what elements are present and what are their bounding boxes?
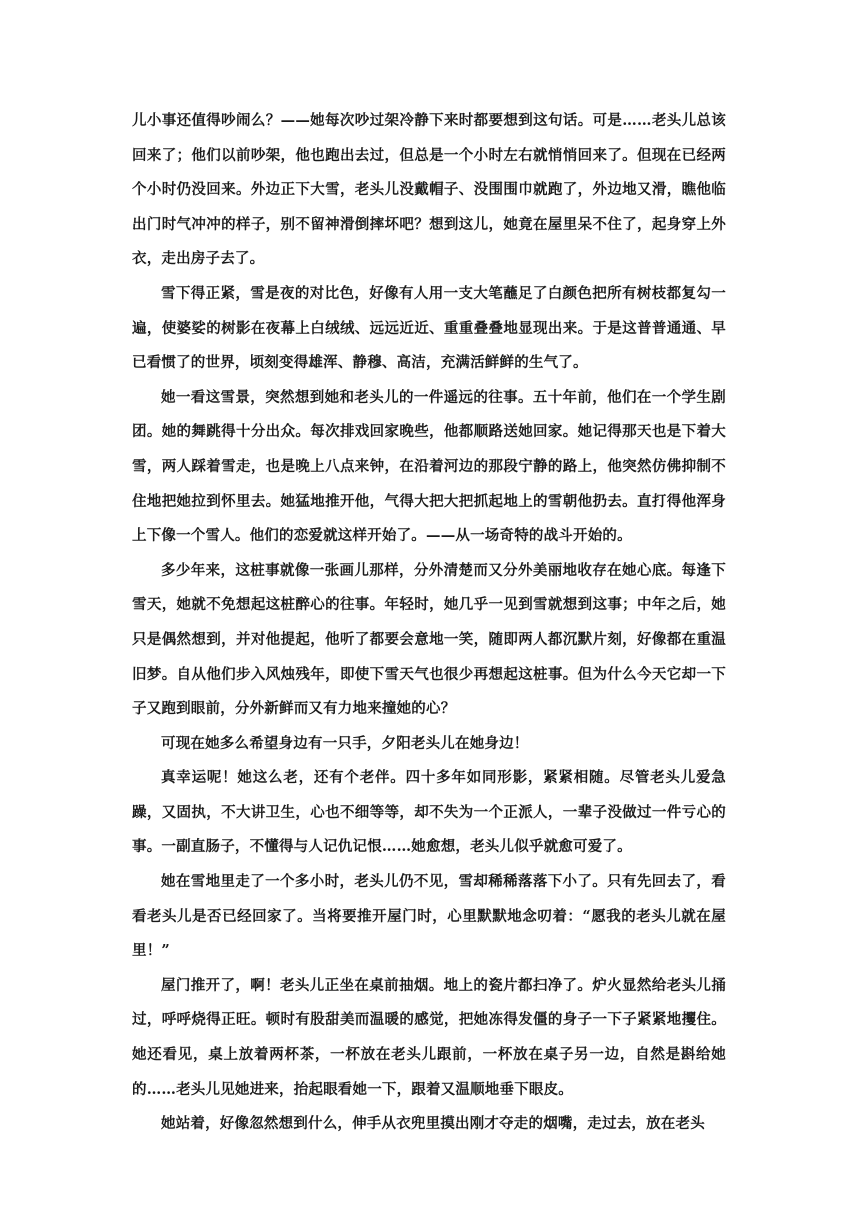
body-text [132,104,726,1142]
paragraph-7: 她在雪地里走了一个多小时，老头儿仍不见，雪却稀稀落落下小了。只有先回去了，看看老头儿是否已经回家了。当将要推开屋门时，心里默默地念叨着：“愿我的老头儿就在屋里！” [132,873,726,960]
paragraph-4: 多少年来，这桩事就像一张画儿那样，分外清楚而又分外美丽地收存在她心底。每逢下雪天，她就不免想起这桩醉心的往事。年轻时，她几乎一见到雪就想到这事；中年之后，她只是偶然想到，并对他提起，他听了都要会意地一笑，随即两人都沉默片刻，好像都在重温旧梦。自从他们步入风烛残年，即使下雪天气也很少再想起这桩事。但为什么今天它却一下子又跑到眼前，分外新鲜而又有力地来撞她的心？ [132,561,726,718]
paragraph-1: 儿小事还值得吵闹么？——她每次吵过架冷静下来时都要想到这句话。可是……老头儿总该回来了；他们以前吵架，他也跑出去过，但总是一个小时左右就悄悄回来了。但现在已经两个小时仍没回来。外边正下大雪，老头儿没戴帽子、没围围巾就跑了，外边地又滑，瞧他临出门时气冲冲的样子，别不留神滑倒摔坏吧？想到这儿，她竟在屋里呆不住了，起身穿上外衣，走出房子去了。 [132,112,726,268]
paragraph-9: 她站着，好像忽然想到什么，伸手从衣兜里摸出刚才夺走的烟嘴，走过去，放在老头 [161,1115,705,1133]
paragraph-8: 屋门推开了，啊！老头儿正坐在桌前抽烟。地上的瓷片都扫净了。炉火显然给老头儿捅过，呼呼烧得正旺。顿时有股甜美而温暖的感觉，把她冻得发僵的身子一下子紧紧地攫住。她还看见，桌上放着两杯茶，一杯放在老头儿跟前，一杯放在桌子另一边，自然是斟给她的……老头儿见她进来，抬起眼看她一下，跟着又温顺地垂下眼皮。 [132,976,726,1098]
paragraph-3: 她一看这雪景，突然想到她和老头儿的一件遥远的往事。五十年前，他们在一个学生剧团。她的舞跳得十分出众。每次排戏回家晚些，他都顺路送她回家。她记得那天也是下着大雪，两人踩着雪走，也是晚上八点来钟，在沿着河边的那段宁静的路上，他突然仿佛抑制不住地把她拉到怀里去。她猛地推开他，气得大把大把抓起地上的雪朝他扔去。直打得他浑身上下像一个雪人。他们的恋爱就这样开始了。——从一场奇特的战斗开始的。 [132,388,726,545]
paragraph-6: 真幸运呢！她这么老，还有个老伴。四十多年如同形影，紧紧相随。尽管老头儿爱急躁，又固执，不大讲卫生，心也不细等等，却不失为一个正派人，一辈子没做过一件亏心的事。一副直肠子，不懂得与人记仇记恨……她愈想，老头儿似乎就愈可爱了。 [132,769,726,856]
paragraph-5: 可现在她多么希望身边有一只手，夕阳老头儿在她身边！ [161,734,529,752]
paragraph-2: 雪下得正紧，雪是夜的对比色，好像有人用一支大笔蘸足了白颜色把所有树枝都复勾一遍，使婆娑的树影在夜幕上白绒绒、远远近近、重重叠叠地显现出来。于是这普普通通、早已看惯了的世界，顷刻变得雄浑、静穆、高洁，充满活鲜鲜的生气了。 [132,284,726,372]
